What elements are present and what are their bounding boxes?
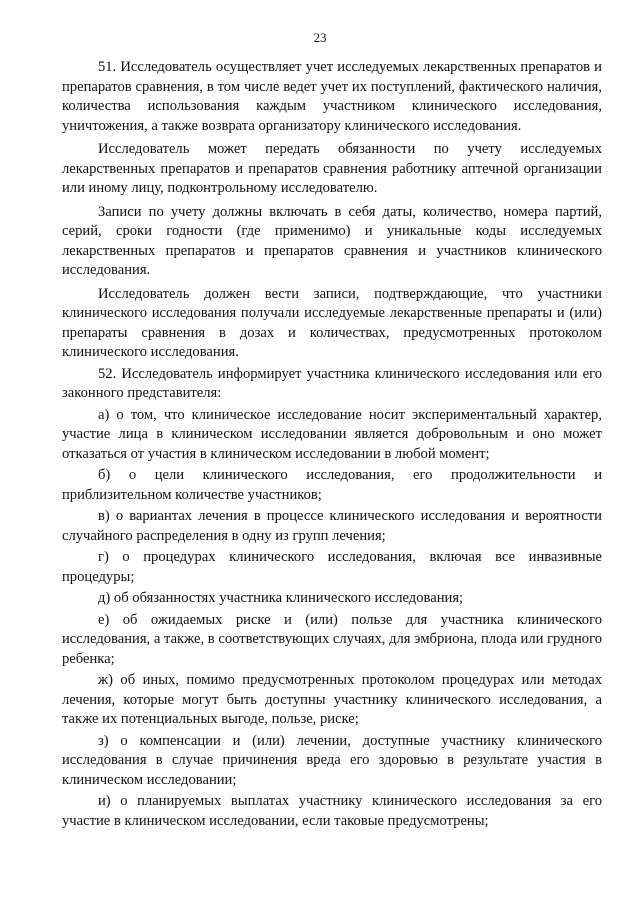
- paragraph-52: 52. Исследователь информирует участника клинического исследования или его законного представителя:: [62, 365, 602, 401]
- document-body: [62, 58, 602, 833]
- list-item-b: б) о цели клинического исследования, его продолжительности и приблизительном количестве участников;: [62, 467, 602, 503]
- list-item-d: д) об обязанностях участника клинического исследования;: [98, 590, 464, 606]
- list-item-zh: ж) об иных, помимо предусмотренных протоколом процедурах или методах лечения, которые могут быть доступны участнику клинического исследования, а также их потенциальных выгоде, пользе, риске;: [62, 672, 602, 727]
- list-item-i: и) о планируемых выплатах участнику клинического исследования за его участие в клиническом исследовании, если таковые предусмотрены;: [62, 793, 602, 829]
- list-item-e: е) об ожидаемых риске и (или) пользе для участника клинического исследования, а также, в соответствующих случаях, для эмбриона, плода или грудного ребенка;: [62, 611, 602, 667]
- list-item-z: з) о компенсации и (или) лечении, доступные участнику клинического исследования в случае причинения вреда его здоровью в результате участия в клиническом исследовании;: [62, 732, 602, 788]
- page-number: 23: [313, 30, 327, 45]
- paragraph-records: Записи по учету должны включать в себя даты, количество, номера партий, серий, сроки годности (где применимо) и уникальные коды исследуемых лекарственных препаратов и препаратов сравнения и участников клинического исследования.: [62, 203, 602, 278]
- list-item-v: в) о вариантах лечения в процессе клинического исследования и вероятности случайного распределения в одну из групп лечения;: [62, 508, 602, 544]
- list-item-g: г) о процедурах клинического исследования, включая все инвазивные процедуры;: [62, 549, 602, 585]
- paragraph-51: 51. Исследователь осуществляет учет исследуемых лекарственных препаратов и препаратов сравнения, в том числе ведет учет их поступлений, фактического наличия, количества использования каждым участником клинического исследования, уничтожения, а также возврата организатору клинического исследования.: [62, 59, 602, 134]
- list-item-a: а) о том, что клиническое исследование носит экспериментальный характер, участие лица в клиническом исследовании является добровольным и оно может отказаться от участия в клиническом исследовании в любой момент;: [62, 406, 602, 462]
- paragraph-records-confirm: Исследователь должен вести записи, подтверждающие, что участники клинического исследования получали исследуемые лекарственные препараты и (или) препараты сравнения в дозах и количествах, предусмотренных протоколом клинического исследования.: [62, 285, 602, 360]
- paragraph-transfer-duties: Исследователь может передать обязанности по учету исследуемых лекарственных препаратов и препаратов сравнения работнику аптечной организации или иному лицу, подконтрольному исследователю.: [62, 141, 602, 196]
